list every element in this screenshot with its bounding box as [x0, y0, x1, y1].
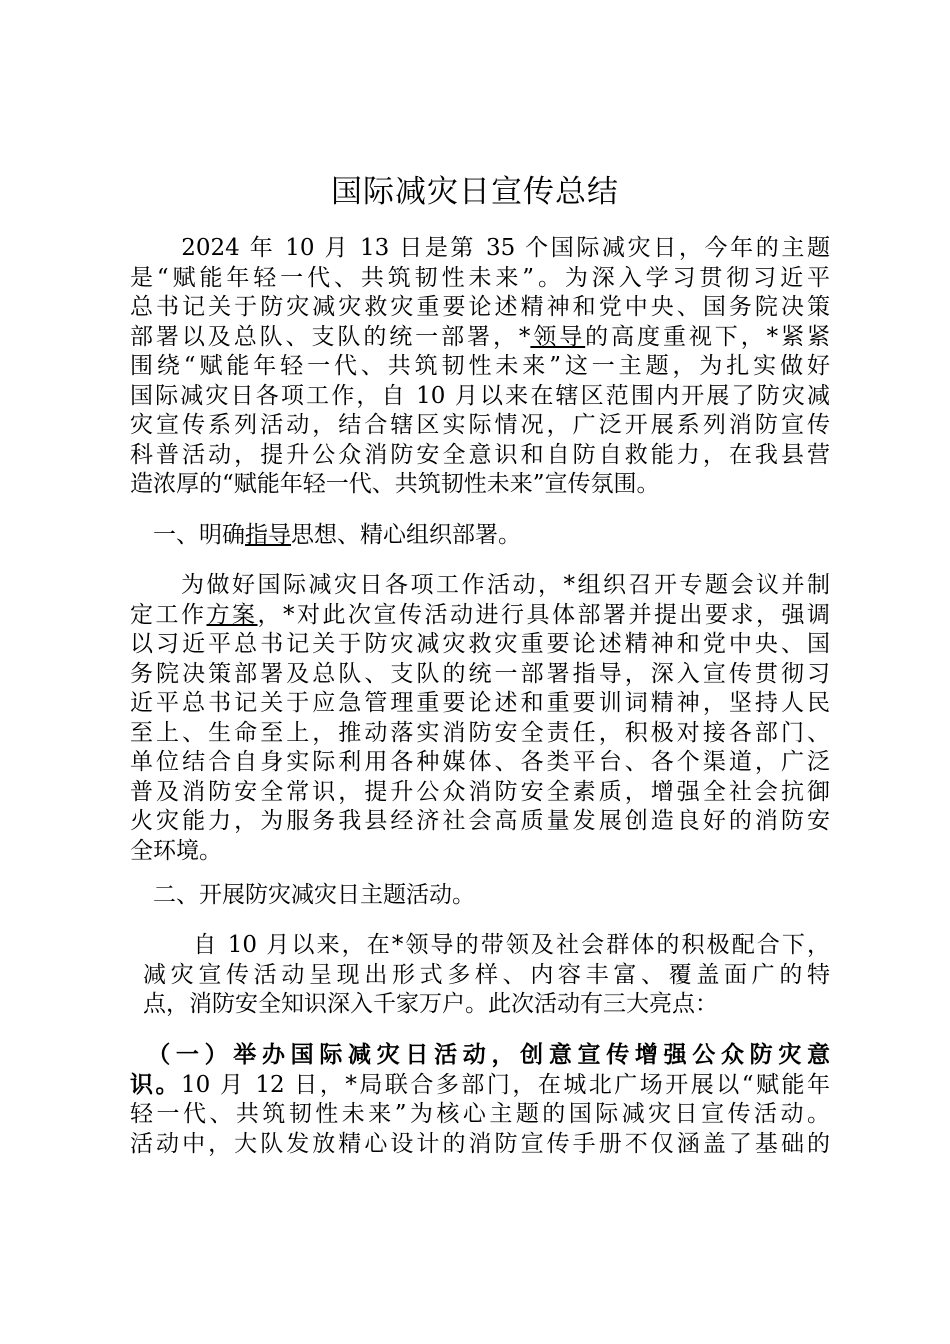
paragraph-line: 总书记关于防灾减灾救灾重要论述精神和党中央、国务院决策 [130, 294, 830, 320]
line-text: 10 月 12 日，*局联合多部门，在城北广场开展以“赋能年 [180, 1071, 830, 1098]
paragraph-line: 2024 年 10 月 13 日是第 35 个国际减灾日，今年的主题 [130, 235, 830, 261]
line-text: 的高度重视下，*紧紧 [585, 323, 831, 350]
intro-paragraph [130, 234, 830, 500]
paragraph-line: 近平总书记关于应急管理重要论述和重要训词精神，坚持人民 [130, 690, 830, 716]
document-title: 国际减灾日宣传总结 [331, 174, 619, 210]
paragraph-line: 科普活动，提升公众消防安全意识和自防自救能力，在我县营 [130, 441, 830, 468]
paragraph-line: 普及消防安全常识，提升公众消防安全素质，增强全社会抗御 [130, 778, 830, 805]
paragraph-line: 轻一代、共筑韧性未来”为核心主题的国际减灾日宣传活动。 [130, 1101, 830, 1127]
paragraph-line: 自 10 月以来，在*领导的带领及社会群体的积极配合下， [143, 932, 830, 958]
paragraph-line [130, 1070, 830, 1101]
section-heading-2 [130, 881, 830, 911]
paragraph-line: 造浓厚的“赋能年轻一代、共筑韧性未来”宣传氛围。 [130, 471, 660, 497]
guidance-link[interactable]: 指导 [245, 522, 291, 548]
asterisk-marker: * [518, 323, 531, 350]
line-text: 定工作 [130, 601, 207, 628]
section-heading-1 [130, 521, 830, 551]
paragraph-line: 围绕“赋能年轻一代、共筑韧性未来”这一主题，为扎实做好 [130, 353, 830, 379]
paragraph-line: 国际减灾日各项工作，自 10 月以来在辖区范围内开展了防灾减 [130, 382, 830, 409]
guidance-paragraph [130, 571, 830, 866]
paragraph-line: 活动中，大队发放精心设计的消防宣传手册不仅涵盖了基础的 [130, 1130, 830, 1157]
paragraph-line: 火灾能力，为服务我县经济社会高质量发展创造良好的消防安 [130, 808, 830, 834]
line-text: ，*对此次宣传活动进行具体部署并提出要求，强调 [257, 601, 830, 628]
paragraph-line-with-link [130, 323, 830, 353]
paragraph-line: 单位结合自身实际利用各种媒体、各类平台、各个渠道，广泛 [130, 749, 830, 775]
paragraph-line: 灾宣传系列活动，结合辖区实际情况，广泛开展系列消防宣传 [130, 412, 830, 438]
paragraph-line: 至上、生命至上，推动落实消防安全责任，积极对接各部门、 [130, 719, 830, 746]
activities-paragraph [143, 931, 830, 1020]
paragraph-line-with-link [130, 601, 830, 631]
heading-text: 一、明确 [130, 522, 245, 548]
paragraph-line: 全环境。 [130, 837, 222, 864]
line-text: 部署以及总队、支队的统一部署， [130, 323, 519, 350]
bold-subheading: （一）举办国际减灾日活动，创意宣传增强公众防灾意 [130, 1041, 830, 1068]
leader-link[interactable]: 领导 [530, 323, 586, 350]
paragraph-line: 务院决策部署及总队、支队的统一部署指导，深入宣传贯彻习 [130, 660, 830, 687]
paragraph-line: 点，消防安全知识深入千家万户。此次活动有三大亮点： [143, 991, 718, 1017]
heading-text: 二、开展防灾减灾日主题活动。 [130, 882, 475, 908]
bold-subheading-end: 识。 [130, 1070, 181, 1098]
paragraph-line: 为做好国际减灾日各项工作活动，*组织召开专题会议并制 [130, 572, 830, 598]
paragraph-line: 减灾宣传活动呈现出形式多样、内容丰富、覆盖面广的特 [143, 961, 830, 988]
highlight-paragraph [130, 1040, 830, 1159]
plan-link[interactable]: 方案 [206, 601, 258, 628]
paragraph-line: 是“赋能年轻一代、共筑韧性未来”。为深入学习贯彻习近平 [130, 264, 830, 291]
heading-text: 思想、精心组织部署。 [291, 522, 521, 548]
paragraph-line: 以习近平总书记关于防灾减灾救灾重要论述精神和党中央、国 [130, 631, 830, 657]
